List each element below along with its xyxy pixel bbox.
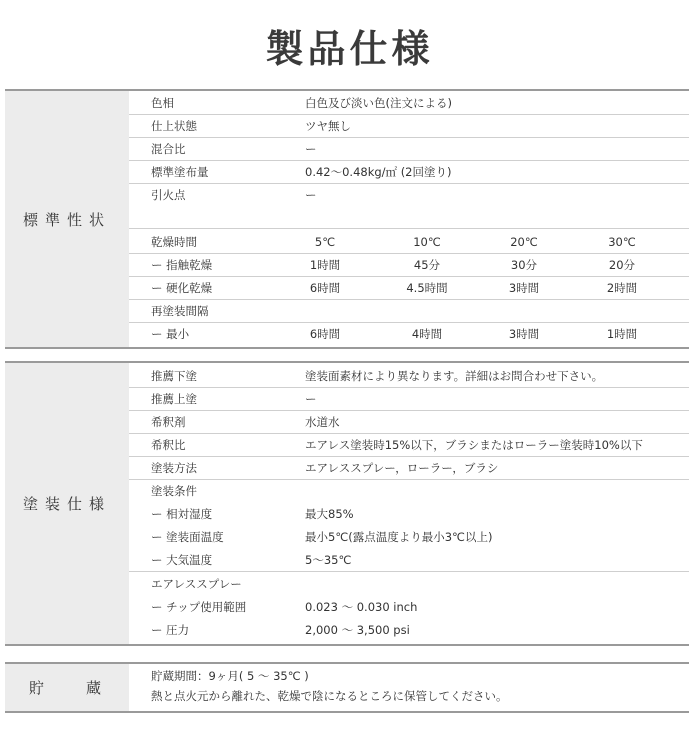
cell: 3時間 (508, 281, 540, 295)
pressure-row (129, 619, 689, 641)
section-header: 貯 蔵 (5, 664, 129, 711)
spec-label: エアレススプレー (151, 577, 242, 591)
spec-value: 塗装面素材により異なります。詳細はお問合わせ下さい。 (305, 369, 604, 383)
spec-value: 最小5℃(露点温度より最小3℃以上) (305, 530, 493, 544)
spec-label: ー 相対湿度 (151, 507, 213, 521)
storage-line-1 (129, 666, 689, 686)
cell: 4時間 (411, 327, 443, 341)
spec-value: ツヤ無し (305, 119, 351, 133)
spec-row (129, 411, 689, 434)
section-storage (5, 662, 689, 713)
temp-30: 30℃ (608, 235, 636, 249)
section-standard-properties (5, 89, 689, 349)
spec-label: 塗装条件 (151, 484, 197, 498)
spec-value: ー (305, 188, 317, 202)
spec-label: ー 指触乾燥 (151, 258, 213, 272)
spec-label: 引火点 (151, 188, 186, 202)
spec-label: 乾燥時間 (151, 235, 197, 249)
cell: 1時間 (309, 258, 341, 272)
cell: 4.5時間 (406, 281, 448, 295)
temp-20: 20℃ (510, 235, 538, 249)
spec-row (129, 457, 689, 480)
dry-time-header-row (129, 231, 689, 254)
spec-value: 白色及び淡い色(注文による) (305, 96, 452, 110)
spec-label: ー 圧力 (151, 623, 190, 637)
airless-row (129, 573, 689, 595)
page-title: 製品仕様 (265, 27, 434, 71)
cell: 30分 (510, 258, 538, 272)
spec-row (129, 92, 689, 115)
spec-row (129, 184, 689, 229)
spec-label: 再塗装間隔 (151, 304, 209, 318)
surface-temp-row (129, 526, 689, 548)
storage-note: 熱と点火元から離れた、乾燥で陰になるところに保管してください。 (151, 689, 508, 703)
spec-label: 推薦上塗 (151, 392, 197, 406)
spec-label: ー 硬化乾燥 (151, 281, 213, 295)
spec-value: 2,000 〜 3,500 psi (305, 623, 410, 637)
spec-label: ー 大気温度 (151, 553, 213, 567)
hard-dry-row (129, 277, 689, 300)
recoat-row (129, 300, 689, 323)
tip-range-row (129, 596, 689, 618)
spec-label: 仕上状態 (151, 119, 197, 133)
touch-dry-row (129, 254, 689, 277)
spec-row (129, 434, 689, 457)
section-header: 標準性状 (5, 91, 129, 347)
cell: 45分 (413, 258, 441, 272)
spec-row (129, 388, 689, 411)
spec-row (129, 115, 689, 138)
spec-row (129, 161, 689, 184)
air-temp-row (129, 549, 689, 572)
spec-row (129, 138, 689, 161)
spec-label: 希釈剤 (151, 415, 186, 429)
spec-value: ー (305, 392, 317, 406)
recoat-min-row (129, 323, 689, 345)
spec-value: ー (305, 142, 317, 156)
storage-line-2 (129, 686, 689, 706)
spec-label: 色相 (151, 96, 174, 110)
spec-value: 0.42〜0.48kg/㎡ (2回塗り) (305, 165, 452, 179)
spec-label: ー チップ使用範囲 (151, 600, 247, 614)
spec-label: 推薦下塗 (151, 369, 197, 383)
spec-row (129, 365, 689, 388)
cell: 20分 (608, 258, 636, 272)
spec-label: ー 塗装面温度 (151, 530, 224, 544)
spec-value: 水道水 (305, 415, 340, 429)
spec-label: 希釈比 (151, 438, 186, 452)
section-header: 塗装仕様 (5, 363, 129, 644)
cell: 6時間 (309, 281, 341, 295)
spec-label: ー 最小 (151, 327, 190, 341)
temp-10: 10℃ (413, 235, 441, 249)
storage-period: 貯蔵期間：9ヶ月( 5 〜 35℃ ) (151, 669, 309, 683)
section-coating-spec (5, 361, 689, 646)
spec-label: 塗装方法 (151, 461, 197, 475)
spec-label: 混合比 (151, 142, 186, 156)
cell: 6時間 (309, 327, 341, 341)
cell: 3時間 (508, 327, 540, 341)
spec-value: 0.023 〜 0.030 inch (305, 600, 418, 614)
cell: 2時間 (606, 281, 638, 295)
condition-row (129, 480, 689, 502)
cell: 1時間 (606, 327, 638, 341)
spec-value: 最大85% (305, 507, 354, 521)
spec-value: エアレス塗装時15%以下，ブラシまたはローラー塗装時10%以下 (305, 438, 643, 452)
temp-5: 5℃ (314, 235, 336, 249)
spec-label: 標準塗布量 (151, 165, 209, 179)
spec-value: 5〜35℃ (305, 553, 352, 567)
humidity-row (129, 503, 689, 525)
spec-value: エアレススプレー，ローラー，ブラシ (305, 461, 499, 475)
